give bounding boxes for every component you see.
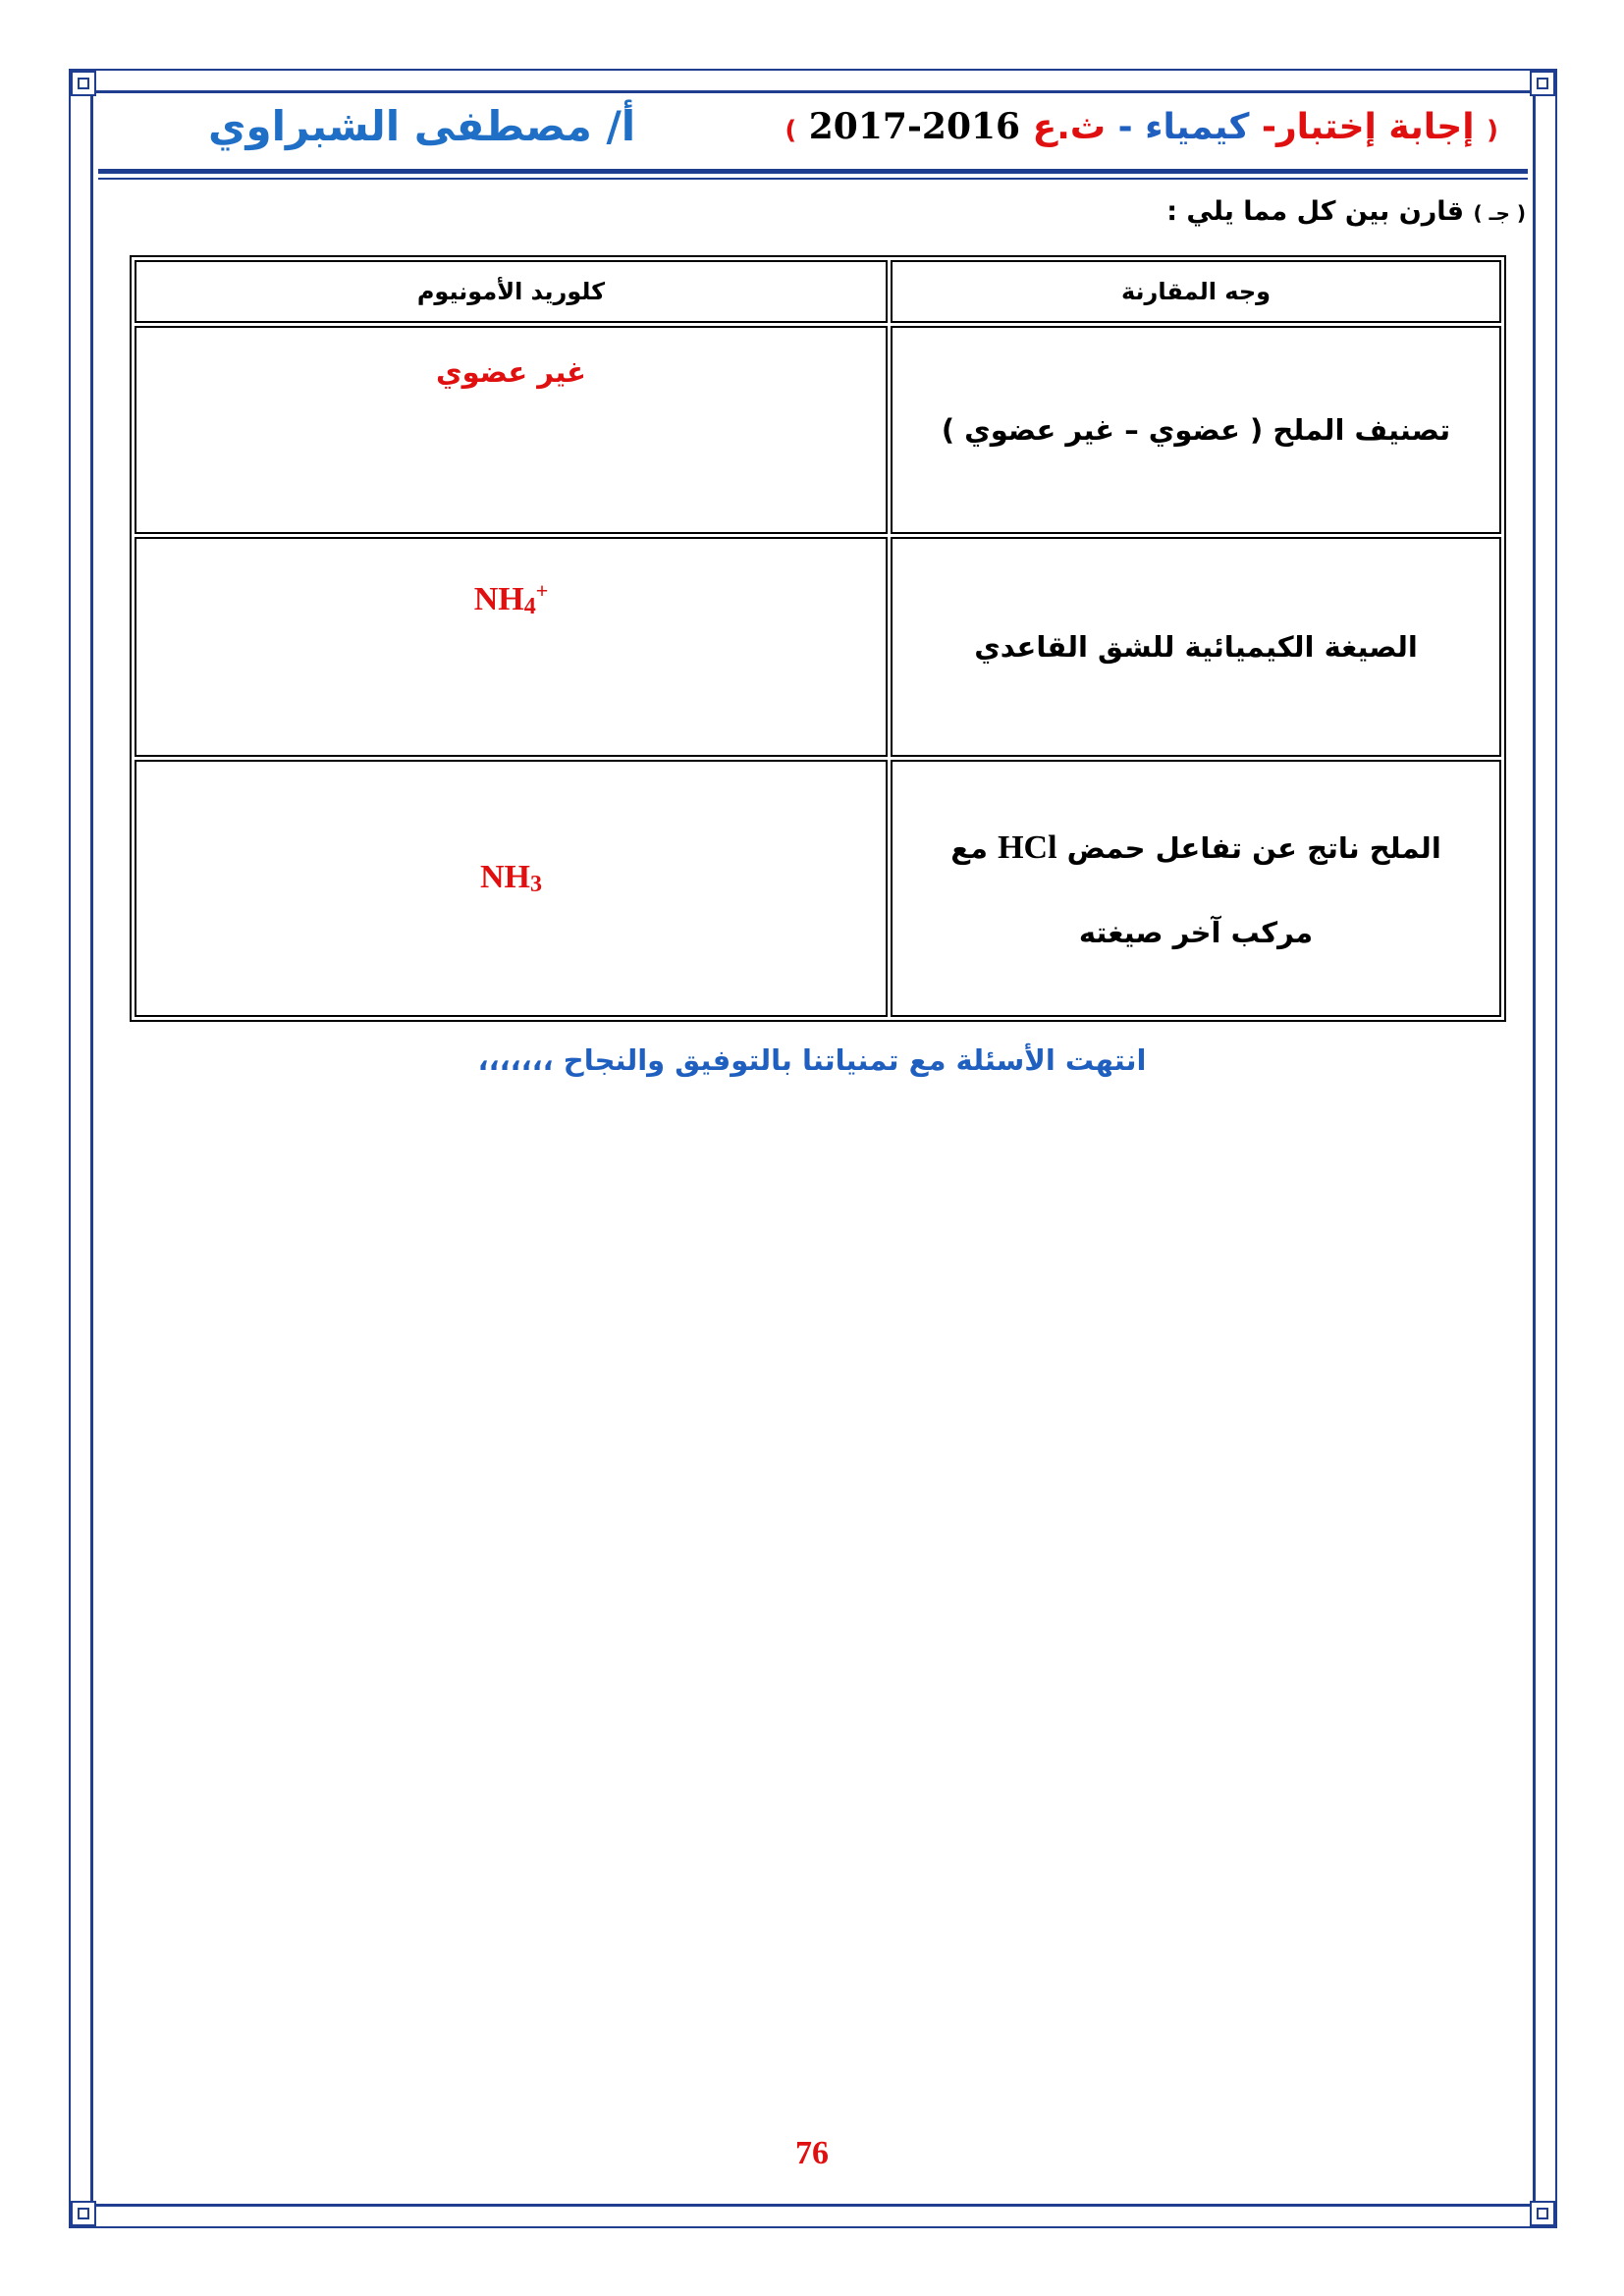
formula-base: NH: [480, 859, 530, 895]
title-paren-close: ): [785, 116, 797, 145]
title-answer-exam: إجابة إختبار-: [1249, 107, 1475, 147]
answer-cell: [135, 537, 888, 757]
corner-ornament-bottom-right: [1530, 2201, 1555, 2226]
aspect-cell: تصنيف الملح ( عضوي – غير عضوي ): [891, 326, 1501, 534]
table-header-row: [135, 260, 1501, 323]
header-aspect: وجه المقارنة: [891, 260, 1501, 323]
corner-ornament-top-right: [1530, 71, 1555, 96]
title-subject: كيمياء -: [1106, 107, 1250, 147]
formula-subscript: 3: [530, 872, 542, 897]
chemical-formula: [473, 578, 549, 619]
aspect-cell: [891, 760, 1501, 1017]
formula-subscript: 4: [523, 594, 536, 619]
author-name: أ/ مصطفى الشبراوي: [208, 102, 636, 150]
table-row: [135, 537, 1501, 757]
title-year: 2016-2017: [808, 106, 1021, 147]
answer-cell: [135, 760, 888, 1017]
table-row: [135, 326, 1501, 534]
question-text: قارن بين كل مما يلي :: [1166, 196, 1465, 227]
page-number: 76: [795, 2135, 829, 2171]
title-grade: ث.ع: [1020, 107, 1107, 147]
aspect-line-1: [893, 825, 1499, 872]
aspect-line-1-text: الملح ناتج عن تفاعل حمض: [1056, 830, 1441, 865]
acid-formula: HCl: [998, 828, 1057, 866]
question-heading: [1166, 196, 1526, 227]
table-row: [135, 760, 1501, 1017]
header-rule-thin: [98, 178, 1528, 180]
closing-message: انتهت الأسئلة مع تمنياتنا بالتوفيق والنجاح ،،،،،،،: [477, 1043, 1147, 1077]
title-paren-open: (: [1487, 116, 1498, 145]
header-rule-thick: [98, 169, 1528, 174]
question-number: ( جـ ): [1473, 201, 1526, 225]
corner-ornament-top-left: [71, 71, 96, 96]
formula-base: NH: [473, 581, 524, 617]
comparison-table: [130, 255, 1506, 1022]
chemical-formula: [480, 859, 542, 895]
header-ammonium-chloride: كلوريد الأمونيوم: [135, 260, 888, 323]
aspect-line-2: مركب آخر صيغته: [1078, 915, 1314, 949]
aspect-cell: الصيغة الكيميائية للشق القاعدي: [891, 537, 1501, 757]
answer-cell: غير عضوي: [135, 326, 888, 534]
page-header: [98, 98, 1528, 167]
formula-charge: +: [535, 578, 549, 603]
exam-title: [785, 106, 1498, 147]
aspect-line-1-with: مع: [950, 830, 999, 865]
corner-ornament-bottom-left: [71, 2201, 96, 2226]
